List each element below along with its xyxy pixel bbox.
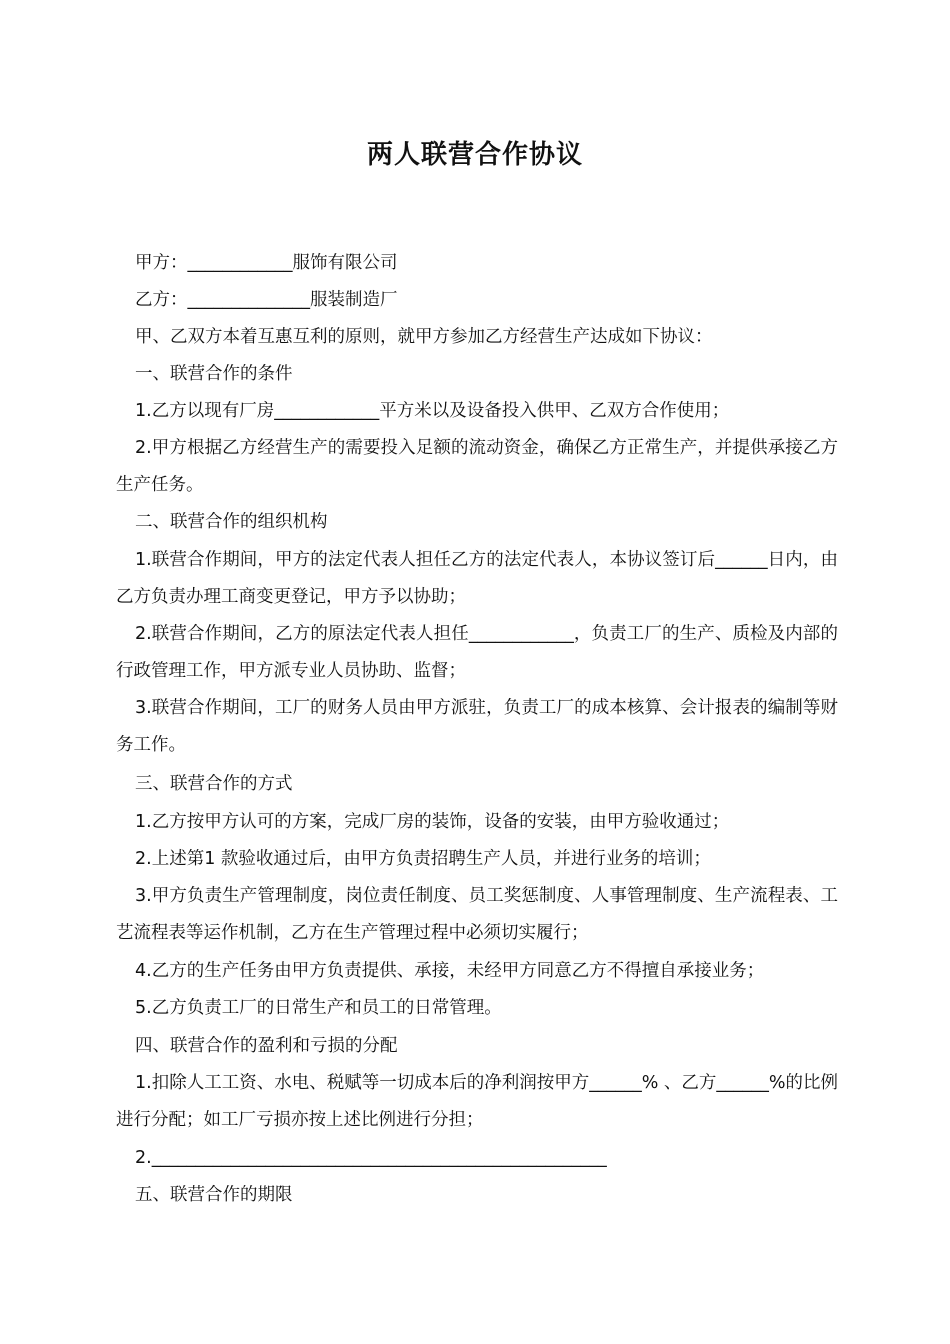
clause-3-5: 5.乙方负责工厂的日常生产和员工的日常管理。 [135, 998, 502, 1018]
clause-4-2: 2.____________________________________________________ [135, 1148, 607, 1168]
party-a-line: 甲方：____________服饰有限公司 [135, 253, 398, 273]
section-heading-4: 四、联营合作的盈利和亏损的分配 [135, 1036, 398, 1056]
clause-2-1: 1.联营合作期间，甲方的法定代表人担任乙方的法定代表人，本协议签订后______日内，由乙方负责办理工商变更登记，甲方予以协助； [116, 550, 838, 607]
preamble-paragraph: 甲、乙双方本着互惠互利的原则，就甲方参加乙方经营生产达成如下协议： [135, 327, 713, 347]
document-title: 两人联营合作协议 [366, 140, 583, 170]
clause-1-1: 1.乙方以现有厂房____________平方米以及设备投入供甲、乙双方合作使用； [135, 401, 730, 421]
clause-3-3: 3.甲方负责生产管理制度，岗位责任制度、员工奖惩制度、人事管理制度、生产流程表、工艺流程表等运作机制，乙方在生产管理过程中必须切实履行； [116, 886, 838, 943]
section-heading-1: 一、联营合作的条件 [135, 364, 293, 384]
party-b-line: 乙方：______________服装制造厂 [135, 290, 398, 310]
clause-3-1: 1.乙方按甲方认可的方案，完成厂房的装饰，设备的安装，由甲方验收通过； [135, 812, 730, 832]
section-heading-3: 三、联营合作的方式 [135, 774, 293, 794]
clause-2-2: 2.联营合作期间，乙方的原法定代表人担任____________，负责工厂的生产、质检及内部的行政管理工作，甲方派专业人员协助、监督； [116, 624, 838, 681]
clause-3-4: 4.乙方的生产任务由甲方负责提供、承接，未经甲方同意乙方不得擅自承接业务； [135, 961, 765, 981]
clause-3-2: 2.上述第1 款验收通过后，由甲方负责招聘生产人员，并进行业务的培训； [135, 849, 711, 869]
clause-4-1: 1.扣除人工工资、水电、税赋等一切成本后的净利润按甲方______% 、乙方______%的比例进行分配；如工厂亏损亦按上述比例进行分担； [116, 1073, 839, 1130]
clause-2-3: 3.联营合作期间，工厂的财务人员由甲方派驻，负责工厂的成本核算、会计报表的编制等财务工作。 [116, 698, 838, 755]
clause-1-2: 2.甲方根据乙方经营生产的需要投入足额的流动资金，确保乙方正常生产，并提供承接乙方生产任务。 [116, 438, 838, 495]
section-heading-5: 五、联营合作的期限 [135, 1185, 293, 1205]
section-heading-2: 二、联营合作的组织机构 [135, 512, 328, 532]
